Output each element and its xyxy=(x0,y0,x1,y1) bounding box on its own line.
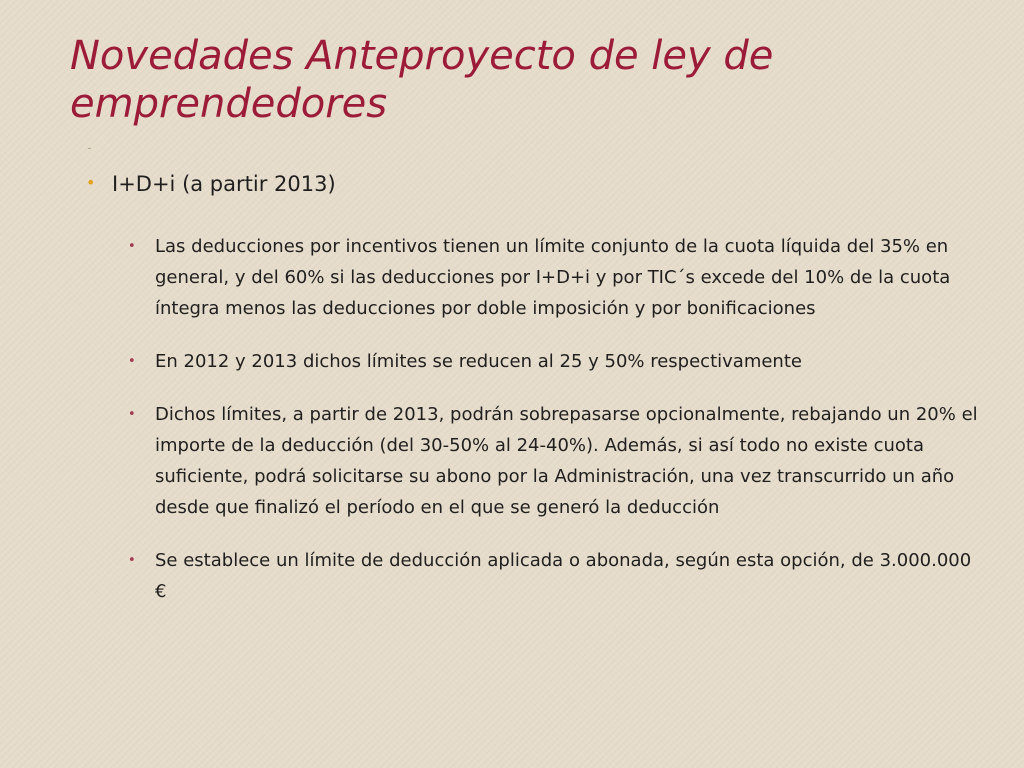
level1-bullet-item xyxy=(86,172,336,196)
list-item xyxy=(128,231,998,324)
level1-bullet-text: I+D+i (a partir 2013) xyxy=(112,172,336,196)
list-item xyxy=(128,346,998,377)
list-item xyxy=(128,399,998,523)
list-item-text: Se establece un límite de deducción aplicada o abonada, según esta opción, de 3.000.000 € xyxy=(155,550,972,602)
bullet-icon: • xyxy=(128,407,136,422)
list-item xyxy=(128,545,998,607)
list-item-text: En 2012 y 2013 dichos límites se reducen al 25 y 50% respectivamente xyxy=(155,351,802,372)
bullet-icon: • xyxy=(128,239,136,254)
sub-bullet-list xyxy=(128,231,998,629)
bullet-icon: • xyxy=(86,173,96,192)
decorative-mark xyxy=(88,148,91,149)
list-item-text: Dichos límites, a partir de 2013, podrán sobrepasarse opcionalmente, rebajando un 20% el importe de la deducción (del 30-50% al 24-40%). Además, si así todo no existe cuota suficiente, podrá solicitarse su abono por la Administración, una vez transcurrido un año desde que finalizó el período en el que se generó la deducción xyxy=(155,404,978,518)
slide-title: Novedades Anteproyecto de ley de emprendedores xyxy=(70,33,774,127)
bullet-icon: • xyxy=(128,354,136,369)
bullet-icon: • xyxy=(128,553,136,568)
list-item-text: Las deducciones por incentivos tienen un límite conjunto de la cuota líquida del 35% en general, y del 60% si las deducciones por I+D+i y por TIC´s excede del 10% de la cuota íntegra menos las deducciones por doble imposición y por bonificaciones xyxy=(155,236,951,319)
